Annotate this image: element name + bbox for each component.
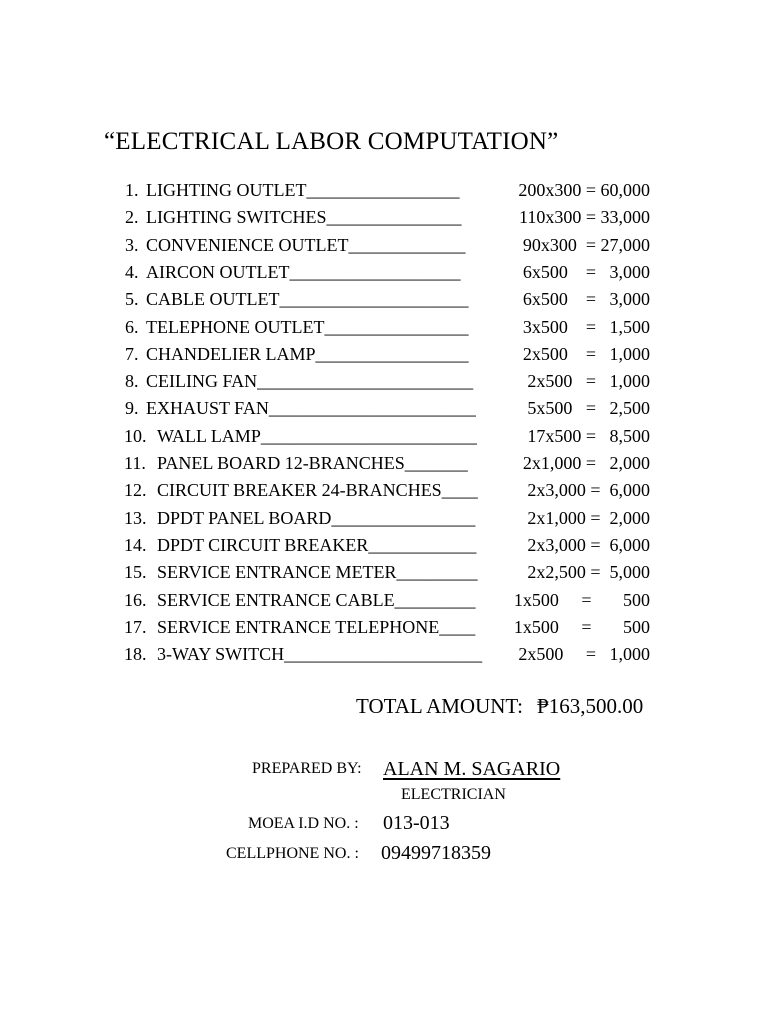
item-computation: 2x500 = 1,000 bbox=[527, 371, 650, 391]
labor-item-row bbox=[0, 424, 768, 448]
item-description: DPDT PANEL BOARD________________ bbox=[157, 508, 476, 528]
labor-item-row bbox=[0, 451, 768, 475]
item-number: 13. bbox=[124, 508, 147, 528]
item-description: CEILING FAN________________________ bbox=[146, 371, 474, 391]
item-description: PANEL BOARD 12-BRANCHES_______ bbox=[157, 453, 468, 473]
labor-item-row bbox=[0, 396, 768, 420]
item-description: CONVENIENCE OUTLET_____________ bbox=[146, 235, 466, 255]
total-label: TOTAL AMOUNT: bbox=[356, 694, 524, 718]
item-number: 10. bbox=[124, 426, 147, 446]
moea-id-value: 013-013 bbox=[383, 812, 450, 834]
item-number: 12. bbox=[124, 480, 147, 500]
total-amount bbox=[356, 694, 643, 719]
item-number: 5. bbox=[125, 289, 139, 309]
item-number: 9. bbox=[125, 398, 139, 418]
item-description: SERVICE ENTRANCE METER_________ bbox=[157, 562, 478, 582]
item-description: CIRCUIT BREAKER 24-BRANCHES____ bbox=[157, 480, 478, 500]
prepared-by-label: PREPARED BY: bbox=[252, 760, 362, 777]
labor-item-row bbox=[0, 178, 768, 202]
labor-item-row bbox=[0, 506, 768, 530]
labor-item-row bbox=[0, 615, 768, 639]
labor-item-row bbox=[0, 260, 768, 284]
item-description: TELEPHONE OUTLET________________ bbox=[146, 317, 469, 337]
item-computation: 6x500 = 3,000 bbox=[518, 262, 650, 282]
labor-item-row bbox=[0, 560, 768, 584]
cellphone-value: 09499718359 bbox=[381, 842, 491, 864]
labor-item-row bbox=[0, 642, 768, 666]
item-computation: 2x3,000 = 6,000 bbox=[527, 535, 650, 555]
item-computation: 1x500 = 500 bbox=[513, 617, 650, 637]
item-number: 6. bbox=[125, 317, 139, 337]
item-number: 11. bbox=[124, 453, 146, 473]
total-value: ₱163,500.00 bbox=[537, 694, 644, 718]
item-number: 2. bbox=[125, 207, 139, 227]
labor-item-row bbox=[0, 233, 768, 257]
item-computation: 6x500 = 3,000 bbox=[522, 289, 650, 309]
item-description: SERVICE ENTRANCE TELEPHONE____ bbox=[157, 617, 476, 637]
item-computation: 2x2,500 = 5,000 bbox=[527, 562, 650, 582]
item-description: SERVICE ENTRANCE CABLE_________ bbox=[157, 590, 476, 610]
document-title: “ELECTRICAL LABOR COMPUTATION” bbox=[104, 128, 559, 155]
item-computation: 17x500 = 8,500 bbox=[527, 426, 650, 446]
item-computation: 1x500 = 500 bbox=[513, 590, 650, 610]
item-number: 17. bbox=[124, 617, 147, 637]
cellphone-label: CELLPHONE NO. : bbox=[226, 845, 359, 862]
item-computation: 2x500 = 1,000 bbox=[522, 344, 650, 364]
item-description: DPDT CIRCUIT BREAKER____________ bbox=[157, 535, 477, 555]
labor-item-row bbox=[0, 342, 768, 366]
position-title: ELECTRICIAN bbox=[401, 786, 506, 803]
item-description: CHANDELIER LAMP_________________ bbox=[146, 344, 469, 364]
labor-item-row bbox=[0, 588, 768, 612]
labor-item-row bbox=[0, 315, 768, 339]
labor-item-row bbox=[0, 369, 768, 393]
moea-id-label: MOEA I.D NO. : bbox=[248, 815, 359, 832]
item-computation: 2x1,000 = 2,000 bbox=[518, 453, 650, 473]
labor-item-row bbox=[0, 205, 768, 229]
item-description: LIGHTING OUTLET_________________ bbox=[146, 180, 460, 200]
labor-item-row bbox=[0, 287, 768, 311]
item-number: 7. bbox=[125, 344, 139, 364]
item-description: 3-WAY SWITCH______________________ bbox=[157, 644, 483, 664]
item-number: 16. bbox=[124, 590, 147, 610]
prepared-by-name: ALAN M. SAGARIO bbox=[383, 758, 561, 780]
item-number: 4. bbox=[125, 262, 139, 282]
item-description: CABLE OUTLET_____________________ bbox=[146, 289, 469, 309]
item-number: 15. bbox=[124, 562, 147, 582]
item-computation: 3x500 = 1,500 bbox=[522, 317, 650, 337]
item-description: EXHAUST FAN_______________________ bbox=[146, 398, 476, 418]
item-computation: 110x300 = 33,000 bbox=[519, 207, 650, 227]
item-number: 14. bbox=[124, 535, 147, 555]
item-computation: 2x3,000 = 6,000 bbox=[527, 480, 650, 500]
item-number: 8. bbox=[125, 371, 139, 391]
item-computation: 2x1,000 = 2,000 bbox=[527, 508, 650, 528]
item-number: 1. bbox=[125, 180, 139, 200]
item-description: LIGHTING SWITCHES_______________ bbox=[146, 207, 462, 227]
item-description: WALL LAMP________________________ bbox=[157, 426, 477, 446]
item-computation: 200x300 = 60,000 bbox=[518, 180, 650, 200]
item-number: 3. bbox=[125, 235, 139, 255]
labor-item-row bbox=[0, 533, 768, 557]
item-computation: 5x500 = 2,500 bbox=[527, 398, 650, 418]
item-computation: 2x500 = 1,000 bbox=[518, 644, 650, 664]
labor-item-row bbox=[0, 478, 768, 502]
item-description: AIRCON OUTLET___________________ bbox=[146, 262, 461, 282]
item-number: 18. bbox=[124, 644, 147, 664]
item-computation: 90x300 = 27,000 bbox=[522, 235, 650, 255]
